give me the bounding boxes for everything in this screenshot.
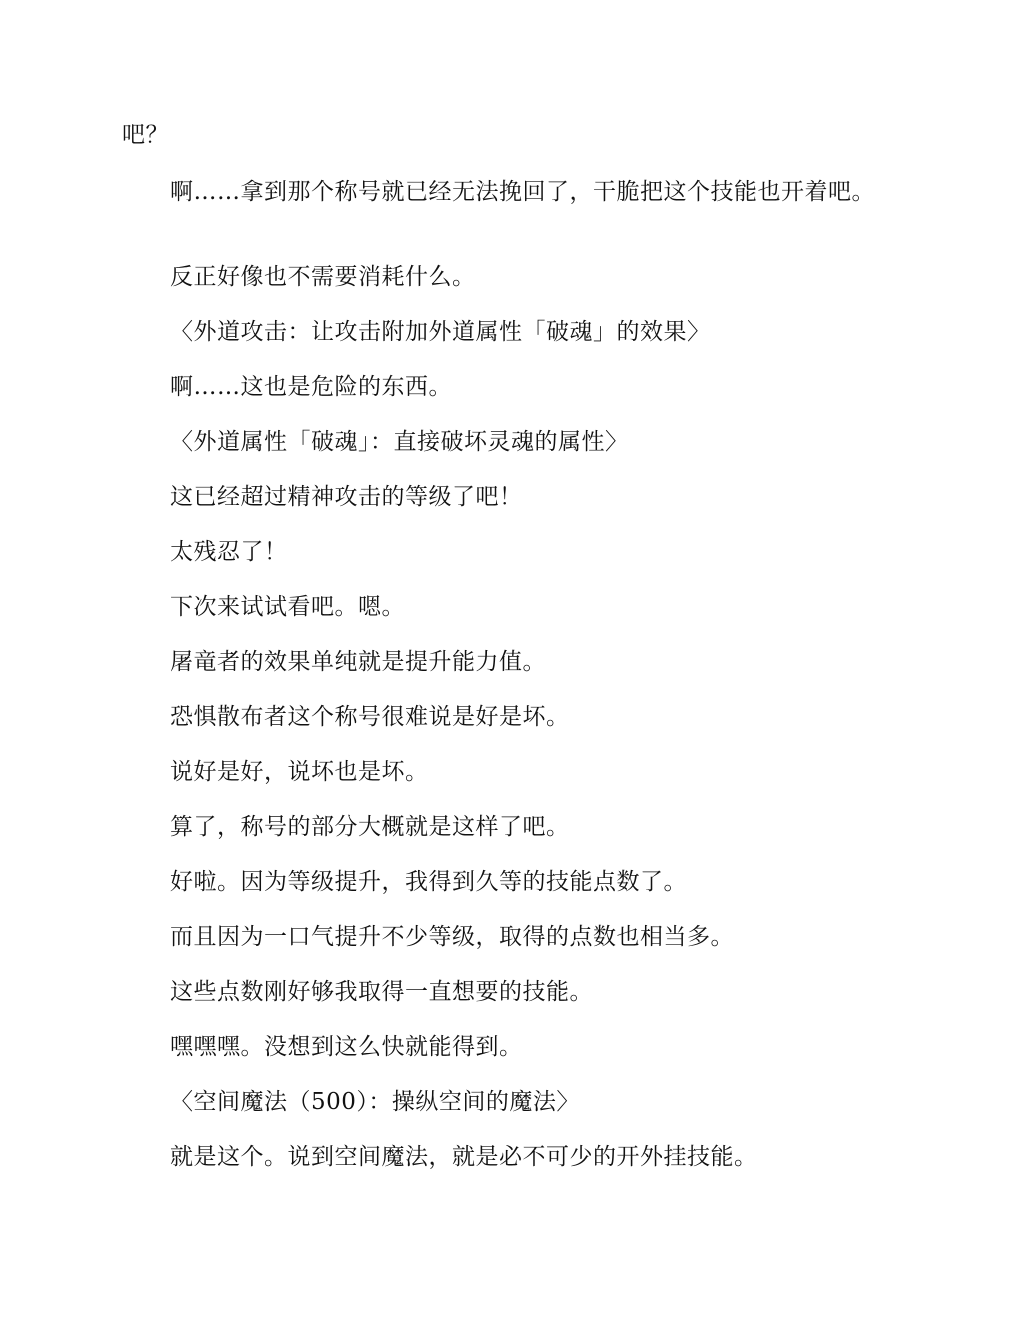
paragraph-9: 下次来试试看吧。嗯。 (170, 594, 405, 620)
paragraph-6: 〈外道属性「破魂」：直接破坏灵魂的属性〉 (170, 429, 629, 455)
paragraph-16: 这些点数刚好够我取得一直想要的技能。 (170, 979, 593, 1005)
paragraph-1: 吧？ (122, 122, 169, 148)
paragraph-18: 〈空间魔法（500）：操纵空间的魔法〉 (170, 1089, 580, 1115)
paragraph-8: 太残忍了！ (170, 539, 288, 565)
paragraph-4: 〈外道攻击：让攻击附加外道属性「破魂」的效果〉 (170, 319, 711, 345)
paragraph-14: 好啦。因为等级提升，我得到久等的技能点数了。 (170, 869, 687, 895)
paragraph-5: 啊……这也是危险的东西。 (170, 374, 452, 400)
paragraph-2: 啊……拿到那个称号就已经无法挽回了，干脆把这个技能也开着吧。 (170, 179, 875, 205)
paragraph-17: 嘿嘿嘿。没想到这么快就能得到。 (170, 1034, 523, 1060)
paragraph-15: 而且因为一口气提升不少等级，取得的点数也相当多。 (170, 924, 734, 950)
paragraph-11: 恐惧散布者这个称号很难说是好是坏。 (170, 704, 570, 730)
paragraph-10: 屠竜者的效果单纯就是提升能力值。 (170, 649, 546, 675)
paragraph-3: 反正好像也不需要消耗什么。 (170, 264, 476, 290)
paragraph-12: 说好是好，说坏也是坏。 (170, 759, 429, 785)
paragraph-19: 就是这个。说到空间魔法，就是必不可少的开外挂技能。 (170, 1144, 758, 1170)
paragraph-7: 这已经超过精神攻击的等级了吧！ (170, 484, 523, 510)
paragraph-13: 算了，称号的部分大概就是这样了吧。 (170, 814, 570, 840)
